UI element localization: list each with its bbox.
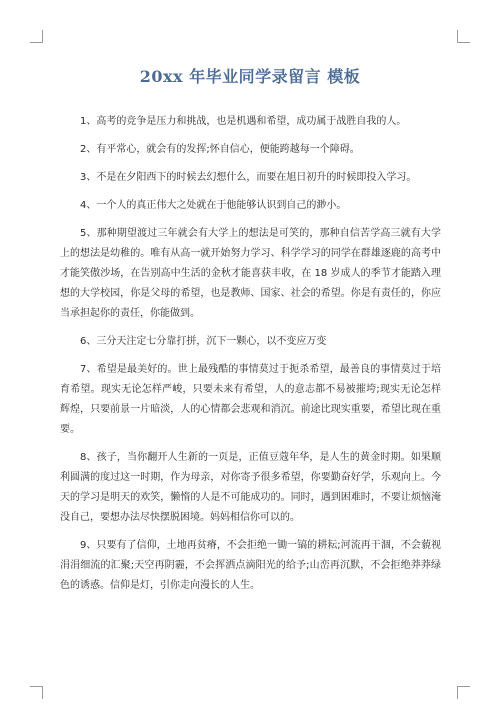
document-title: 20xx 年毕业同学录留言 模板 (139, 67, 361, 86)
paragraph-3: 3、不是在夕阳西下的时候去幻想什么，而要在旭日初升的时候即投入学习。 (80, 172, 417, 183)
corner-mark-top-right (457, 30, 470, 43)
document-body (60, 112, 441, 604)
paragraph-1: 1、高考的竞争是压力和挑战，也是机遇和希望，成功属于战胜自我的人。 (80, 116, 407, 127)
corner-mark-bottom-left (30, 686, 43, 699)
paragraph-2: 2、有平常心，就会有的发挥;怀自信心，便能跨越每一个障碍。 (80, 144, 360, 155)
paragraph-8: 8、孩子，当你翻开人生新的一页是，正值豆蔻年华，是人生的黄金时期。如果顺利圆满的度过这一时期，作为母亲，对你寄予很多希望，你要勤奋好学，乐观向上。今天的学习是明天的欢笑，懒惰的人是不可能成功的。同时，遇到困难时，不要让烦恼淹没自己，要想办法尽快摆脱困境。妈妈相信你可以的。 (60, 452, 441, 523)
corner-mark-top-left (30, 30, 43, 43)
paragraph-4: 4、一个人的真正伟大之处就在于他能够认识到自己的渺小。 (80, 200, 347, 211)
paragraph-7: 7、希望是最美好的。世上最残酷的事情莫过于扼杀希望，最善良的事情莫过于培育希望。现实无论怎样严峻，只要未来有希望，人的意志都不易被摧垮;现实无论怎样辉煌，只要前景一片暗淡，人的心情都会悲观和消沉。前途比现实重要，希望比现在重要。 (60, 364, 441, 435)
corner-mark-bottom-right (457, 686, 470, 699)
paragraph-5: 5、那种期望渡过三年就会有大学上的想法是可笑的，那种自信苦学高三就有大学上的想法是幼稚的。唯有从高一就开始努力学习、科学学习的同学在群雄逐鹿的高考中才能笑傲沙场，在告别高中生活的金秋才能喜获丰收，在 18 岁成人的季节才能踏入理想的大学校园，你是父母的希望，也是教师、国家、社会的希望。你是有责任的，你应当承担起你的责任，你能做到。 (60, 228, 441, 319)
paragraph-9: 9、只要有了信仰，土地再贫瘠，不会拒绝一锄一镐的耕耘;河流再干涸，不会藐视涓涓细流的汇聚;天空再阴霾，不会挥洒点滴阳光的给予;山峦再沉默，不会拒绝莽莽绿色的诱惑。信仰是灯，引你走向漫长的人生。 (60, 540, 441, 591)
paragraph-6: 6、三分天注定七分靠打拼，沉下一颗心，以不变应万变 (80, 336, 327, 347)
